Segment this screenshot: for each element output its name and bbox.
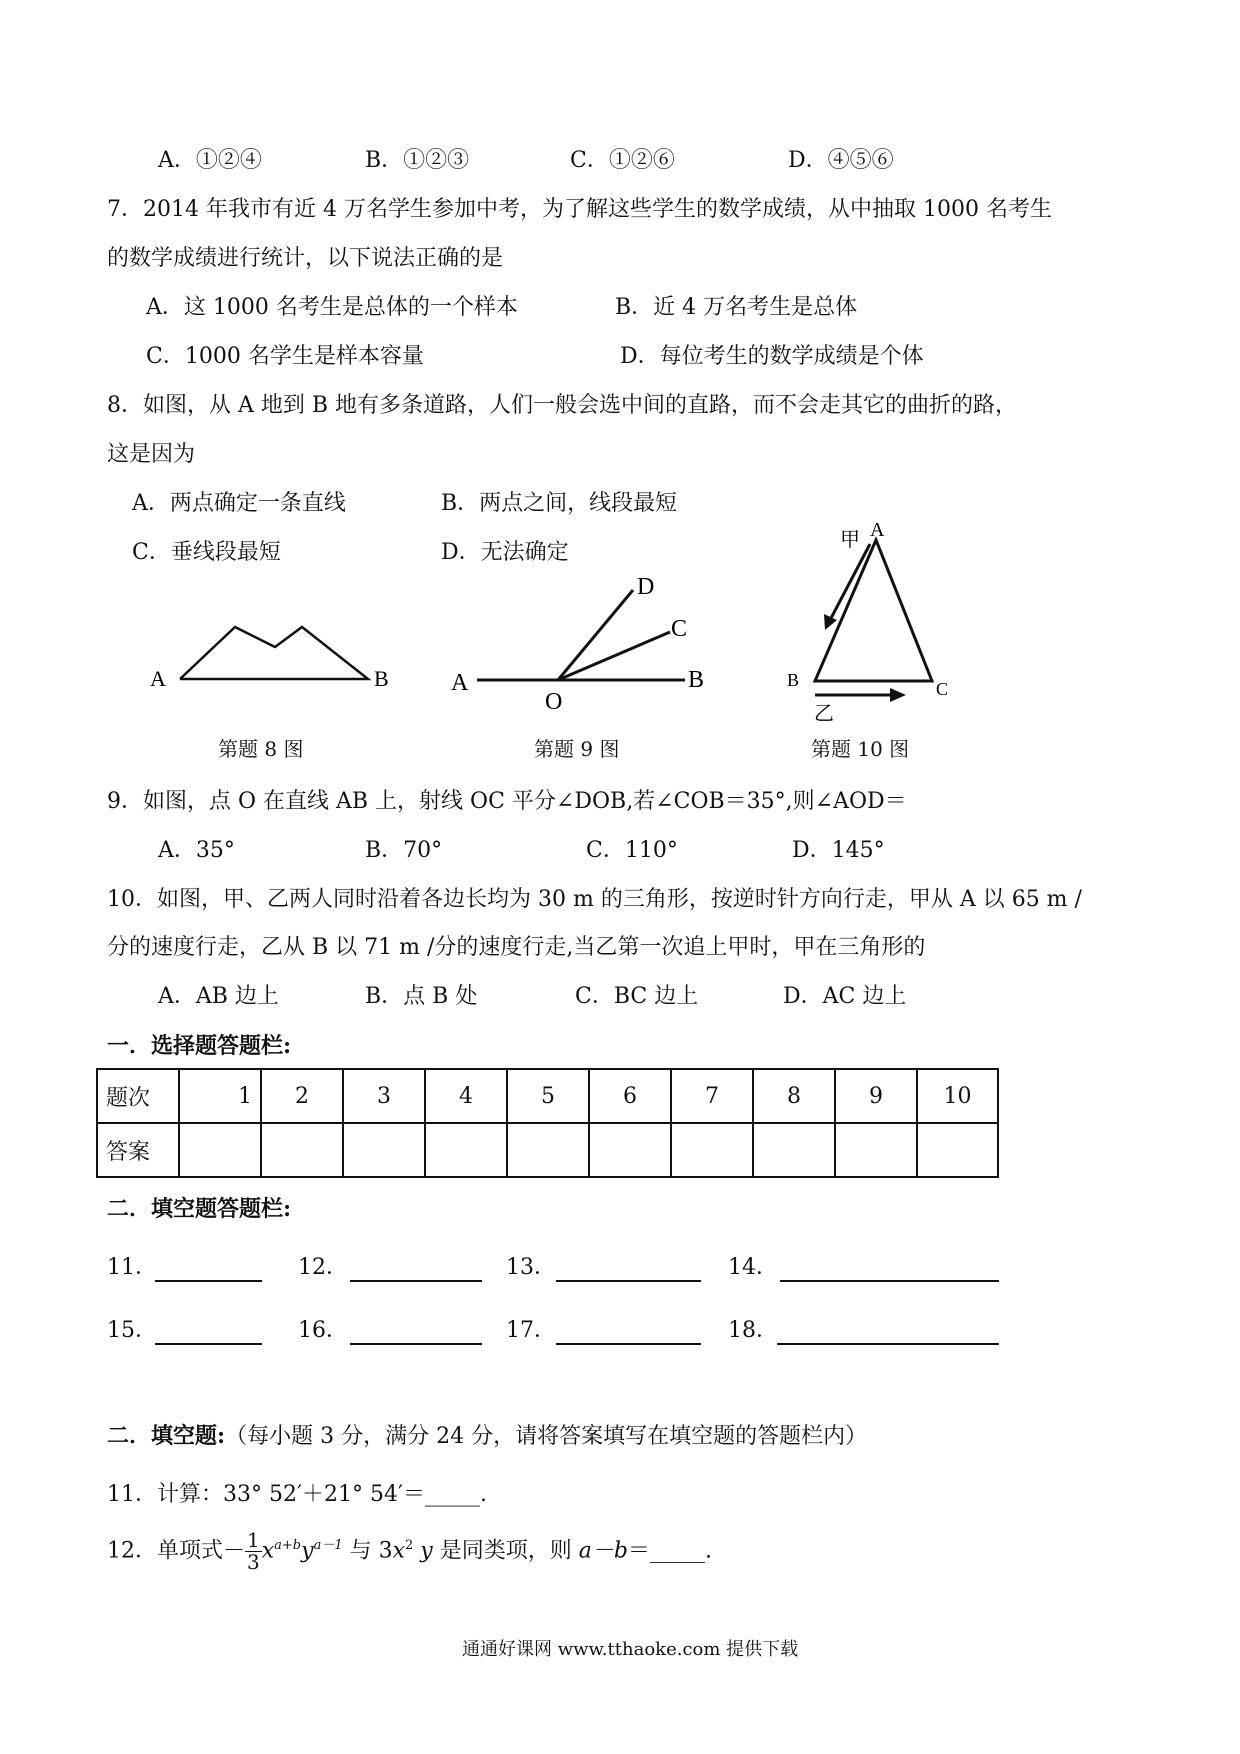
answer-cell[interactable]: [835, 1123, 917, 1177]
q12-mid: 与 3: [349, 1538, 393, 1564]
section1-answer-title: 一．选择题答题栏:: [107, 1033, 292, 1059]
q6-option-d: D．④⑤⑥: [788, 148, 894, 173]
q12-fraction: [245, 1530, 262, 1573]
table-cell-number: 7: [671, 1069, 753, 1123]
fig10-label-a: A: [870, 519, 885, 541]
fig9-label-a: A: [451, 670, 469, 696]
q6-option-b: B．①②③: [365, 148, 470, 173]
q7-option-b: B．近 4 万名考生是总体: [615, 295, 858, 320]
q8-stem-line1: 8．如图，从 A 地到 B 地有多条道路，人们一般会选中间的直路，而不会走其它的曲折的路，: [107, 393, 1018, 418]
q12-frac-numerator: 1: [247, 1528, 260, 1552]
q11-text: 11．计算：33° 52′＋21° 54′＝_____.: [107, 1482, 487, 1507]
table-cell-number: 2: [261, 1069, 343, 1123]
answer-cell[interactable]: [917, 1123, 998, 1177]
answer-cell[interactable]: [671, 1123, 753, 1177]
fig9-label-o: O: [545, 689, 563, 715]
q12-tail: ＝_____.: [627, 1538, 712, 1564]
section2-answer-title: 二．填空题答题栏:: [107, 1196, 292, 1222]
table-cell-number: 8: [753, 1069, 835, 1123]
q12-frac-denominator: 3: [247, 1550, 260, 1574]
blank-line-11[interactable]: [155, 1280, 262, 1282]
blank-label-15: 15．: [107, 1318, 157, 1343]
q9-option-d: D．145°: [792, 838, 885, 863]
section2-heading: [107, 1425, 867, 1448]
blank-label-16: 16．: [298, 1318, 348, 1343]
q12-text: [107, 1530, 712, 1573]
q7-stem-line1: 7．2014 年我市有近 4 万名学生参加中考，为了解这些学生的数学成绩，从中抽取 1000 名考生: [107, 197, 1052, 222]
answer-cell[interactable]: [507, 1123, 589, 1177]
answer-cell[interactable]: [179, 1123, 261, 1177]
q9-option-b: B．70°: [365, 838, 443, 863]
table-cell-number: 9: [835, 1069, 917, 1123]
fig9-ray-od: [558, 590, 633, 680]
fig10-arrowhead-yi: [890, 688, 906, 702]
blank-label-18: 18．: [728, 1318, 778, 1343]
blank-line-15[interactable]: [155, 1343, 262, 1345]
q12-x2: x: [392, 1538, 406, 1564]
blank-line-17[interactable]: [556, 1343, 701, 1345]
blank-line-18[interactable]: [777, 1343, 999, 1345]
answer-table: [96, 1068, 999, 1178]
q9-option-c: C．110°: [586, 838, 678, 863]
answer-table-row-numbers: [97, 1069, 998, 1123]
fig10-label-jia: 甲: [840, 527, 860, 551]
q12-expr: a－b: [578, 1538, 628, 1564]
table-cell-number: 10: [917, 1069, 998, 1123]
blank-line-14[interactable]: [780, 1280, 999, 1282]
q12-exp3: 2: [405, 1538, 414, 1554]
q12-exp2: a－1: [313, 1538, 343, 1554]
blank-line-13[interactable]: [556, 1280, 701, 1282]
page-footer: 通通好课网 www.tthaoke.com 提供下载: [462, 1639, 799, 1660]
figure-9-diagram: [445, 572, 725, 715]
q10-option-c: C．BC 边上: [575, 984, 699, 1009]
table-cell-number: 1: [179, 1069, 261, 1123]
table-head-answer: 答案: [97, 1123, 179, 1177]
figure-10-diagram: [782, 518, 962, 728]
q8-option-b: B．两点之间，线段最短: [441, 491, 678, 516]
fig9-label-b: B: [688, 667, 705, 693]
q9-option-a: A．35°: [158, 838, 235, 863]
q8-option-c: C．垂线段最短: [132, 540, 281, 565]
blank-label-14: 14．: [728, 1255, 778, 1280]
q7-option-a: A．这 1000 名考生是总体的一个样本: [146, 295, 518, 320]
q7-stem-line2: 的数学成绩进行统计，以下说法正确的是: [107, 246, 504, 271]
q12-y2: y: [420, 1538, 433, 1564]
q10-option-d: D．AC 边上: [783, 984, 907, 1009]
fig9-caption: 第题 9 图: [534, 737, 620, 761]
q12-prefix: 12．单项式－: [107, 1538, 245, 1564]
blank-line-12[interactable]: [350, 1280, 482, 1282]
answer-cell[interactable]: [589, 1123, 671, 1177]
answer-cell[interactable]: [343, 1123, 425, 1177]
fig10-triangle: [815, 540, 932, 681]
fig9-label-d: D: [637, 574, 655, 600]
section2-description: （每小题 3 分，满分 24 分，请将答案填写在填空题的答题栏内）: [225, 1424, 868, 1449]
q12-exp1: a+b: [274, 1538, 302, 1554]
table-cell-number: 4: [425, 1069, 507, 1123]
fig10-arrow-jia: [829, 544, 870, 622]
fig9-ray-oc: [558, 632, 670, 680]
section2-title: 二．填空题:: [107, 1423, 226, 1449]
answer-cell[interactable]: [753, 1123, 835, 1177]
q12-suffix: 是同类项，则: [439, 1538, 572, 1564]
fig8-label-a: A: [150, 666, 166, 691]
q12-x1: x: [261, 1538, 275, 1564]
blank-label-13: 13．: [506, 1255, 556, 1280]
answer-cell[interactable]: [261, 1123, 343, 1177]
fig10-label-b: B: [787, 670, 800, 690]
blank-label-11: 11．: [107, 1255, 157, 1280]
q10-stem-line2: 分的速度行走，乙从 B 以 71 m /分的速度行走,当乙第一次追上甲时，甲在三角形的: [107, 935, 926, 960]
q7-option-d: D．每位考生的数学成绩是个体: [620, 344, 924, 369]
answer-table-row-answers: [97, 1123, 998, 1177]
fig9-label-c: C: [671, 616, 688, 642]
fig10-caption: 第题 10 图: [811, 737, 910, 761]
q8-option-a: A．两点确定一条直线: [132, 491, 346, 516]
q7-option-c: C．1000 名学生是样本容量: [146, 344, 424, 369]
q12-y1: y: [301, 1538, 314, 1564]
fig8-paths: [180, 627, 368, 679]
q8-stem-line2: 这是因为: [107, 442, 196, 467]
fig8-label-b: B: [374, 666, 389, 691]
table-head-question: 题次: [97, 1069, 179, 1123]
blank-line-16[interactable]: [350, 1343, 482, 1345]
fig10-label-c: C: [936, 679, 949, 699]
table-cell-number: 3: [343, 1069, 425, 1123]
q9-stem: 9．如图，点 O 在直线 AB 上，射线 OC 平分∠DOB,若∠COB＝35°,则∠AOD＝: [107, 789, 907, 814]
fig8-caption: 第题 8 图: [218, 737, 304, 761]
figure-8-diagram: [140, 615, 410, 705]
q8-option-d: D．无法确定: [441, 540, 569, 565]
table-cell-number: 5: [507, 1069, 589, 1123]
q10-option-a: A．AB 边上: [158, 984, 279, 1009]
blank-label-12: 12．: [298, 1255, 348, 1280]
answer-cell[interactable]: [425, 1123, 507, 1177]
blank-label-17: 17．: [506, 1318, 556, 1343]
fig10-label-yi: 乙: [814, 701, 834, 725]
q6-option-a: A．①②④: [158, 148, 262, 173]
q6-option-c: C．①②⑥: [570, 148, 675, 173]
q10-stem-line1: 10．如图，甲、乙两人同时沿着各边长均为 30 m 的三角形，按逆时针方向行走，甲从 A 以 65 m /: [107, 887, 1082, 912]
table-cell-number: 6: [589, 1069, 671, 1123]
q10-option-b: B．点 B 处: [365, 984, 478, 1009]
